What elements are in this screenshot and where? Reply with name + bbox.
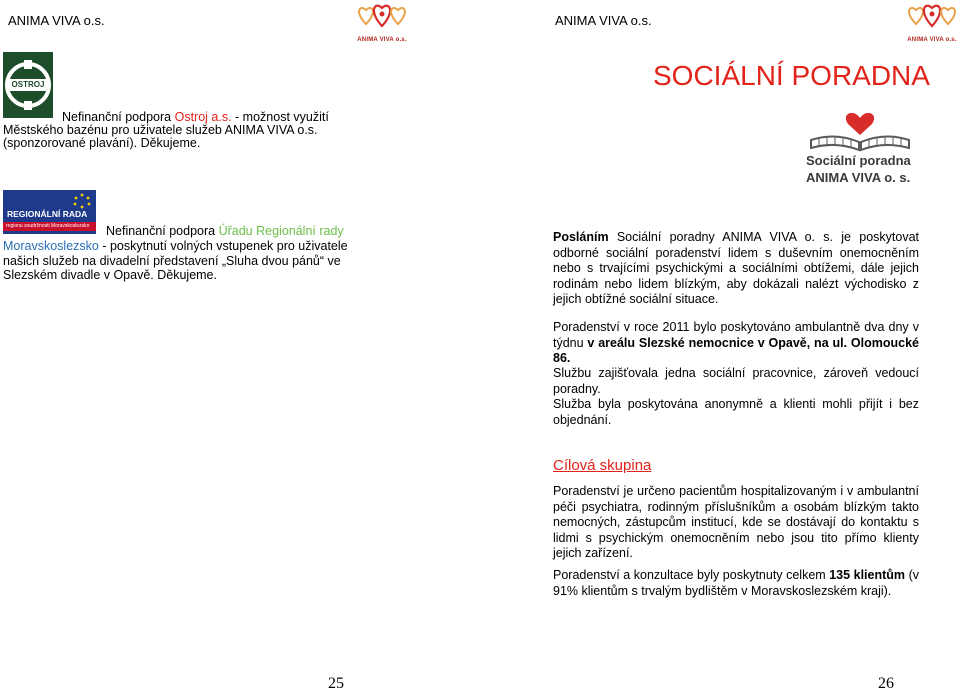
header-left-text: ANIMA VIVA o.s. bbox=[8, 13, 105, 28]
target-group-paragraph: Poradenství je určeno pacientům hospitalizovaným i v ambulantní péči psychiatra, rodinným příslušníkům a osobám blízkým takto nemocných, zástupcům institucí, kde se dostávají do kontaktu s lidmi s psychickým onemocněním nebo jsou tito přímo klienty jejich zařízení. bbox=[553, 484, 919, 560]
sponsor1-prefix: Nefinanční podpora bbox=[62, 110, 175, 124]
hearts-icon bbox=[906, 4, 958, 32]
clients-count: 135 klientům bbox=[829, 568, 906, 582]
hearts-icon bbox=[356, 4, 408, 32]
anima-viva-logo-left bbox=[356, 4, 408, 43]
anonymity-paragraph: Služba byla poskytována anonymně a klienti mohli přijít i bez objednání. bbox=[553, 397, 919, 427]
eu-stars-icon bbox=[71, 192, 93, 210]
sponsor2-line3: našich služeb na divadelní představení „Sluha dvou pánů“ ve bbox=[3, 254, 341, 268]
service-paragraph bbox=[553, 320, 919, 367]
logo-caption-left: ANIMA VIVA o.s. bbox=[357, 37, 407, 43]
clients-text-a: Poradenství a konzultace byly poskytnuty celkem bbox=[553, 568, 830, 582]
regionalni-rada-logo bbox=[3, 190, 96, 234]
sponsor2-line4: Slezském divadle v Opavě. Děkujeme. bbox=[3, 268, 217, 282]
logo-line1: Sociální poradna bbox=[806, 153, 911, 168]
page-number-left: 25 bbox=[328, 675, 344, 692]
sponsor1-name: Ostroj a.s. bbox=[174, 110, 232, 124]
sponsor1-rest: - možnost využití bbox=[231, 110, 329, 124]
page-number-right: 26 bbox=[878, 675, 894, 692]
sponsor2-name-a: Úřadu Regionální rady bbox=[218, 224, 344, 238]
ostroj-logo bbox=[3, 52, 53, 118]
clients-text-b: (v 91% klientům s trvalým bydlištěm v Moravskoslezském kraji). bbox=[553, 568, 919, 598]
mission-paragraph bbox=[553, 230, 919, 308]
target-group-heading: Cílová skupina bbox=[553, 457, 652, 474]
mission-text: Sociální poradny ANIMA VIVA o. s. je poskytovat odborné sociální poradenství lidem s duševním onemocněním nebo s trvajícími psychickými a sociálními obtížemi, dále jejich rodinám nebo lidem blízkým, aby dokázali nalézt východisko z jejich obtížné sociální situace. bbox=[553, 230, 919, 306]
service-text: Poradenství v roce 2011 bylo poskytováno ambulantně dva dny v týdnu bbox=[553, 320, 919, 350]
ostroj-logo-text: OSTROJ bbox=[11, 80, 45, 89]
logo-caption-right: ANIMA VIVA o.s. bbox=[907, 37, 957, 43]
anima-viva-logo-right bbox=[906, 4, 958, 43]
sponsor2-prefix: Nefinanční podpora bbox=[106, 224, 219, 238]
socialni-poradna-logo bbox=[795, 104, 925, 190]
sponsor2-line2 bbox=[3, 239, 368, 255]
rada-logo-subtitle: regionu soudržnosti Moravskoslezsko bbox=[6, 223, 90, 229]
sponsor2-name-b: Moravskoslezsko bbox=[3, 239, 99, 253]
sponsor1-line2: Městského bazénu pro uživatele služeb ANIMA VIVA o.s. bbox=[3, 123, 318, 137]
heart-book-icon bbox=[805, 104, 915, 154]
sponsor1-line3: (sponzorované plavání). Děkujeme. bbox=[3, 136, 201, 150]
mission-label: Posláním bbox=[553, 230, 609, 244]
staff-paragraph: Službu zajišťovala jedna sociální pracovnice, zároveň vedoucí poradny. bbox=[553, 366, 919, 396]
page-title: SOCIÁLNÍ PORADNA bbox=[653, 60, 930, 91]
rada-logo-title: REGIONÁLNÍ RADA bbox=[7, 209, 88, 219]
clients-paragraph bbox=[553, 568, 919, 599]
sponsor2-rest: - poskytnutí volných vstupenek pro uživatele bbox=[98, 239, 348, 253]
header-right-text: ANIMA VIVA o.s. bbox=[555, 13, 652, 28]
service-location: v areálu Slezské nemocnice v Opavě, na ul. Olomoucké 86. bbox=[553, 335, 919, 365]
sponsor2-line1 bbox=[106, 224, 366, 240]
logo-line2: ANIMA VIVA o. s. bbox=[806, 170, 911, 185]
